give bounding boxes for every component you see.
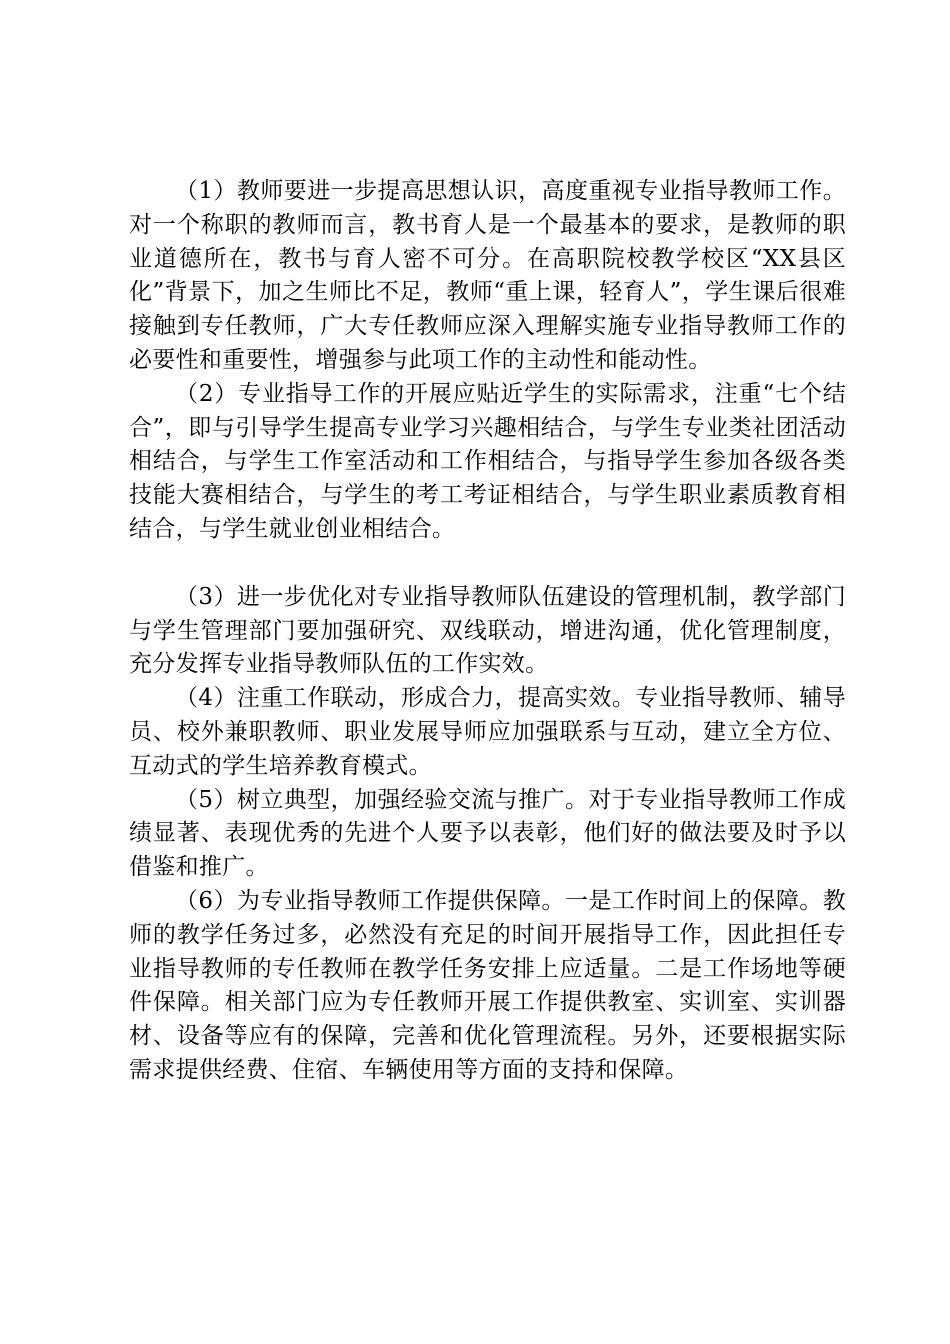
paragraph-1: （1）教师要进一步提高思想认识，高度重视专业指导教师工作。对一个称职的教师而言，教书育人是一个最基本的要求，是教师的职业道德所在，教书与育人密不可分。在高职院校教学校区“XX县区化”背景下，加之生师比不足，教师“重上课，轻育人”，学生课后很难接触到专任教师，广大专任教师应深入理解实施专业指导教师工作的必要性和重要性，增强参与此项工作的主动性和能动性。 (129, 178, 846, 373)
paragraph-4: （4）注重工作联动，形成合力，提高实效。专业指导教师、辅导员、校外兼职教师、职业发展导师应加强联系与互动，建立全方位、互动式的学生培养教育模式。 (129, 685, 846, 779)
paragraph-5: （5）树立典型，加强经验交流与推广。对于专业指导教师工作成绩显著、表现优秀的先进个人要予以表彰，他们好的做法要及时予以借鉴和推广。 (129, 786, 846, 881)
paragraph-3: （3）进一步优化对专业指导教师队伍建设的管理机制，教学部门与学生管理部门要加强研究、双线联动，增进沟通，优化管理制度，充分发挥专业指导教师队伍的工作实效。 (129, 583, 846, 678)
document-page (129, 175, 846, 1088)
paragraph-6: （6）为专业指导教师工作提供保障。一是工作时间上的保障。教师的教学任务过多，必然没有充足的时间开展指导工作，因此担任专业指导教师的专任教师在教学任务安排上应适量。二是工作场地等硬件保障。相关部门应为专任教师开展工作提供教室、实训室、实训器材、设备等应有的保障，完善和优化管理流程。另外，还要根据实际需求提供经费、住宿、车辆使用等方面的支持和保障。 (129, 887, 846, 1083)
paragraph-2: （2）专业指导工作的开展应贴近学生的实际需求，注重“七个结合”，即与引导学生提高专业学习兴趣相结合，与学生专业类社团活动相结合，与学生工作室活动和工作相结合，与指导学生参加各级各类技能大赛相结合，与学生的考工考证相结合，与学生职业素质教育相结合，与学生就业创业相结合。 (129, 380, 846, 542)
